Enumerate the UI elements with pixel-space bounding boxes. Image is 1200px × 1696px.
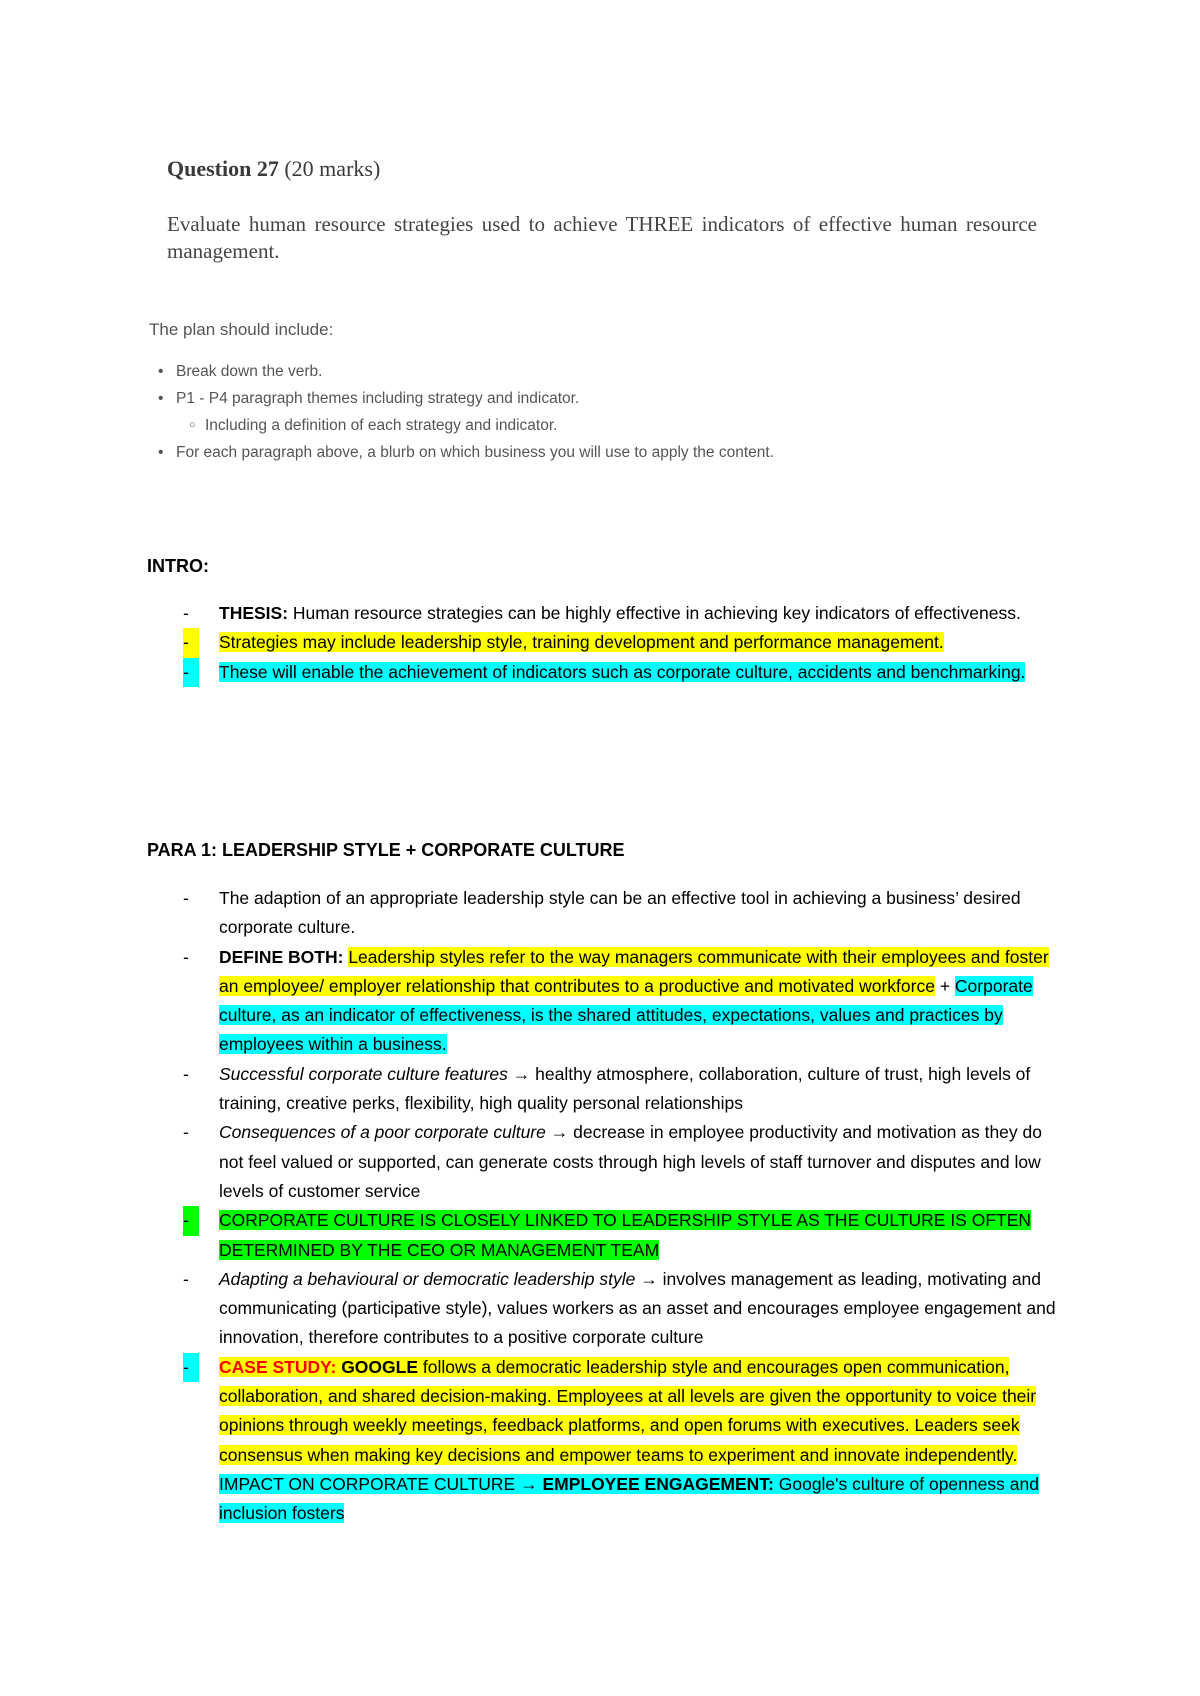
arrow-right-icon: → <box>550 1122 569 1143</box>
poor-label: Consequences of a poor corporate culture <box>219 1122 546 1143</box>
plan-item: • For each paragraph above, a blurb on which business you will use to apply the content. <box>149 439 774 466</box>
question-label: Question 27 <box>167 156 279 181</box>
define-label: DEFINE BOTH: <box>219 946 344 967</box>
dash-icon: - <box>183 946 189 967</box>
intro-heading: INTRO: <box>147 556 209 576</box>
para1-case-study <box>183 1353 1063 1529</box>
circle-bullet-icon: ○ <box>189 419 196 431</box>
indicators-text: These will enable the achievement of indicators such as corporate culture, accidents and benchmarking. <box>219 661 1026 682</box>
para1-poor: - Consequences of a poor corporate culture → decrease in employee productivity and motivation as they do not feel valued or supported, can generate costs through high levels of staff turnover and disputes and low levels of customer service <box>183 1118 1063 1206</box>
plan-subitem: ○ Including a definition of each strategy and indicator. <box>149 412 774 439</box>
intro-strategies <box>183 628 1063 657</box>
case-company: GOOGLE <box>336 1356 419 1377</box>
arrow-right-icon: → <box>520 1473 538 1494</box>
dash-icon: - <box>183 888 189 908</box>
para1-link <box>183 1206 1063 1265</box>
thesis-label: THESIS: <box>219 603 289 623</box>
dash-icon: - <box>183 1122 189 1143</box>
dash-icon: - <box>183 603 189 623</box>
para1-success: - Successful corporate culture features → healthy atmosphere, collaboration, culture of trust, high levels of training, creative perks, flexibility, high quality personal relationships <box>183 1060 1063 1119</box>
arrow-right-icon: → <box>512 1063 531 1084</box>
para1-heading: PARA 1: LEADERSHIP STYLE + CORPORATE CULTURE <box>147 840 625 860</box>
para1-adapt: - Adapting a behavioural or democratic leadership style → involves management as leading, motivating and communicating (participative style), values workers as an asset and encourages employee engagement and innovation, therefore contributes to a positive corporate culture <box>183 1265 1063 1353</box>
dash-icon: - <box>183 628 199 657</box>
question-marks: (20 marks) <box>284 156 381 181</box>
case-label: CASE STUDY: <box>219 1356 337 1377</box>
para1-list <box>183 884 1063 1529</box>
plan-title: The plan should include: <box>149 320 334 339</box>
thesis-text: Human resource strategies can be highly effective in achieving key indicators of effectiveness. <box>288 603 1021 623</box>
bullet-icon: • <box>158 390 164 407</box>
intro-thesis <box>183 599 1063 628</box>
link-text: CORPORATE CULTURE IS CLOSELY LINKED TO LEADERSHIP STYLE AS THE CULTURE IS OFTEN DETERMINED BY THE CEO OR MANAGEMENT TEAM <box>219 1210 1032 1260</box>
arrow-right-icon: → <box>640 1268 658 1289</box>
plan-item: • Break down the verb. <box>149 358 774 385</box>
para1-define: - DEFINE BOTH: Leadership styles refer to the way managers communicate with their employees and foster an employee/ employer relationship that contributes to a productive and motivated workforce + Corporate culture, as an indicator of effectiveness, is the shared attitudes, expectations, values and practices by employees within a business. <box>183 943 1063 1060</box>
dash-icon: - <box>183 1268 189 1289</box>
dash-icon: - <box>183 1353 199 1382</box>
success-label: Successful corporate culture features <box>219 1063 508 1084</box>
para1-intro: - The adaption of an appropriate leadership style can be an effective tool in achieving a business’ desired corporate culture. <box>183 884 1063 943</box>
intro-list <box>183 599 1063 687</box>
bullet-icon: • <box>158 363 164 380</box>
engagement-label: EMPLOYEE ENGAGEMENT: <box>537 1473 774 1494</box>
impact-label: IMPACT ON CORPORATE CULTURE <box>219 1473 521 1494</box>
bullet-icon: • <box>158 444 164 461</box>
intro-indicators <box>183 658 1063 687</box>
question-text: Evaluate human resource strategies used to achieve THREE indicators of effective human resource management. <box>167 212 1037 263</box>
define-culture: Corporate culture, as an indicator of effectiveness, is the shared attitudes, expectations, values and practices by employees within a business. <box>219 975 1033 1055</box>
plan-list <box>149 358 774 466</box>
strategies-text: Strategies may include leadership style, training development and performance management. <box>219 632 944 653</box>
plan-item: • P1 - P4 paragraph themes including strategy and indicator. <box>149 385 774 412</box>
dash-icon: - <box>183 658 199 687</box>
adapt-label: Adapting a behavioural or democratic leadership style <box>219 1268 636 1289</box>
engagement-text: Google's culture of openness and inclusion fosters <box>219 1473 1039 1524</box>
question-title <box>167 156 380 182</box>
dash-icon: - <box>183 1063 189 1084</box>
case-text: follows a democratic leadership style and encourages open communication, collaboration, and shared decision-making. Employees at all levels are given the opportunity to voice their opinions through weekly meetings, feedback platforms, and open forums with executives. Leaders seek consensus when making key decisions and empower teams to experiment and innovate independently. <box>219 1356 1037 1465</box>
define-leadership: Leadership styles refer to the way managers communicate with their employees and foster an employee/ employer relationship that contributes to a productive and motivated workforce <box>219 946 1049 996</box>
dash-icon: - <box>183 1206 199 1235</box>
